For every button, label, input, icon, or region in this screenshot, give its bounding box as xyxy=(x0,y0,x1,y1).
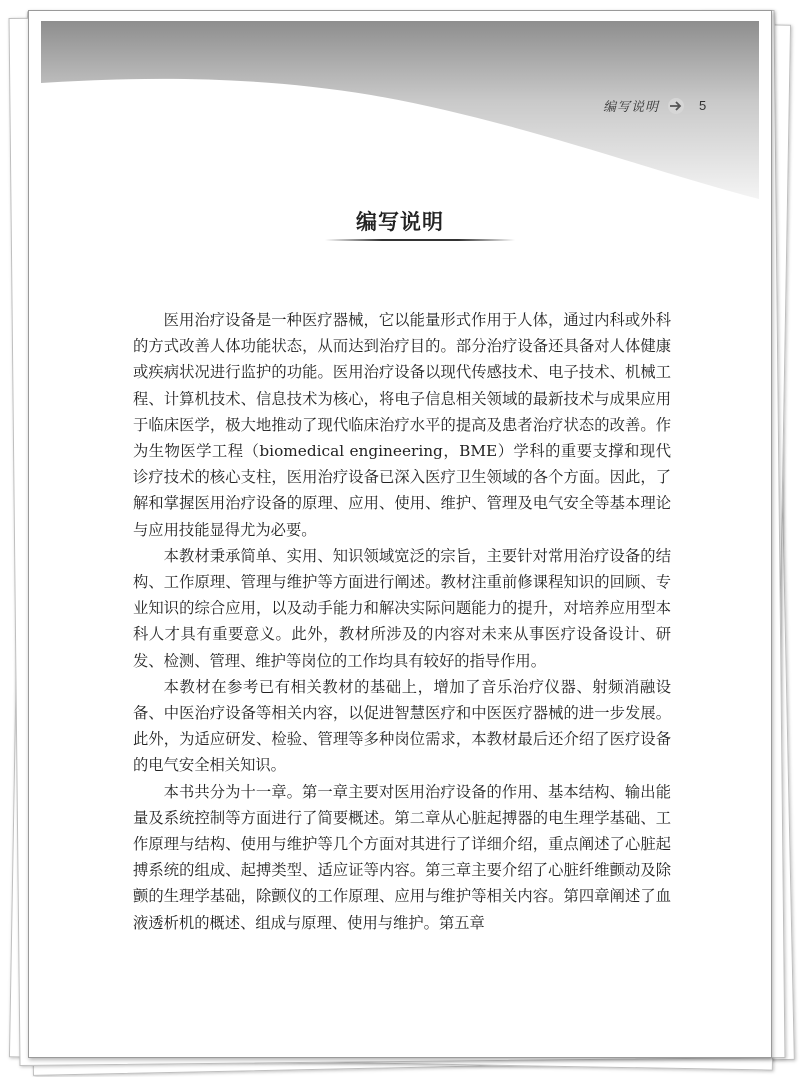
title-underline xyxy=(325,239,515,241)
paragraph: 医用治疗设备是一种医疗器械，它以能量形式作用于人体，通过内科或外科的方式改善人体功能状态，从而达到治疗目的。部分治疗设备还具备对人体健康或疾病状况进行监护的功能。医用治疗设备以现代传感技术、电子技术、机械工程、计算机技术、信息技术为核心，将电子信息相关领域的最新技术与成果应用于临床医学，极大地推动了现代临床治疗水平的提高及患者治疗状态的改善。作为生物医学工程（biomedical engineering，BME）学科的重要支撑和现代诊疗技术的核心支柱，医用治疗设备已深入医疗卫生领域的各个方面。因此，了解和掌握医用治疗设备的原理、应用、使用、维护、管理及电气安全等基本理论与应用技能显得尤为必要。 xyxy=(133,311,671,539)
header-gradient-band xyxy=(41,21,759,231)
book-page xyxy=(28,10,772,1058)
body-text xyxy=(133,307,671,936)
paragraph: 本教材秉承简单、实用、知识领域宽泛的宗旨，主要针对常用治疗设备的结构、工作原理、管理与维护等方面进行阐述。教材注重前修课程知识的回顾、专业知识的综合应用，以及动手能力和解决实际问题能力的提升，对培养应用型本科人才具有重要意义。此外，教材所涉及的内容对未来从事医疗设备设计、研发、检测、管理、维护等岗位的工作均具有较好的指导作用。 xyxy=(133,546,671,670)
running-head xyxy=(603,96,706,115)
paragraph: 本教材在参考已有相关教材的基础上，增加了音乐治疗仪器、射频消融设备、中医治疗设备等相关内容，以促进智慧医疗和中医医疗器械的进一步发展。此外，为适应研发、检验、管理等多种岗位需求，本教材最后还介绍了医疗设备的电气安全相关知识。 xyxy=(133,677,671,775)
right-arrow-circle-icon xyxy=(667,97,685,115)
chapter-title: 编写说明 xyxy=(356,210,444,234)
page-number: 5 xyxy=(699,98,707,113)
running-head-title: 编写说明 xyxy=(603,100,660,115)
paragraph: 本书共分为十一章。第一章主要对医用治疗设备的作用、基本结构、输出能量及系统控制等方面进行了简要概述。第二章从心脏起搏器的电生理学基础、工作原理与结构、使用与维护等几个方面对其进行了详细介绍，重点阐述了心脏起搏系统的组成、起搏类型、适应证等内容。第三章主要介绍了心脏纤维颤动及除颤的生理学基础，除颤仪的工作原理、应用与维护等相关内容。第四章阐述了血液透析机的概述、组成与原理、使用与维护。第五章 xyxy=(133,782,671,932)
